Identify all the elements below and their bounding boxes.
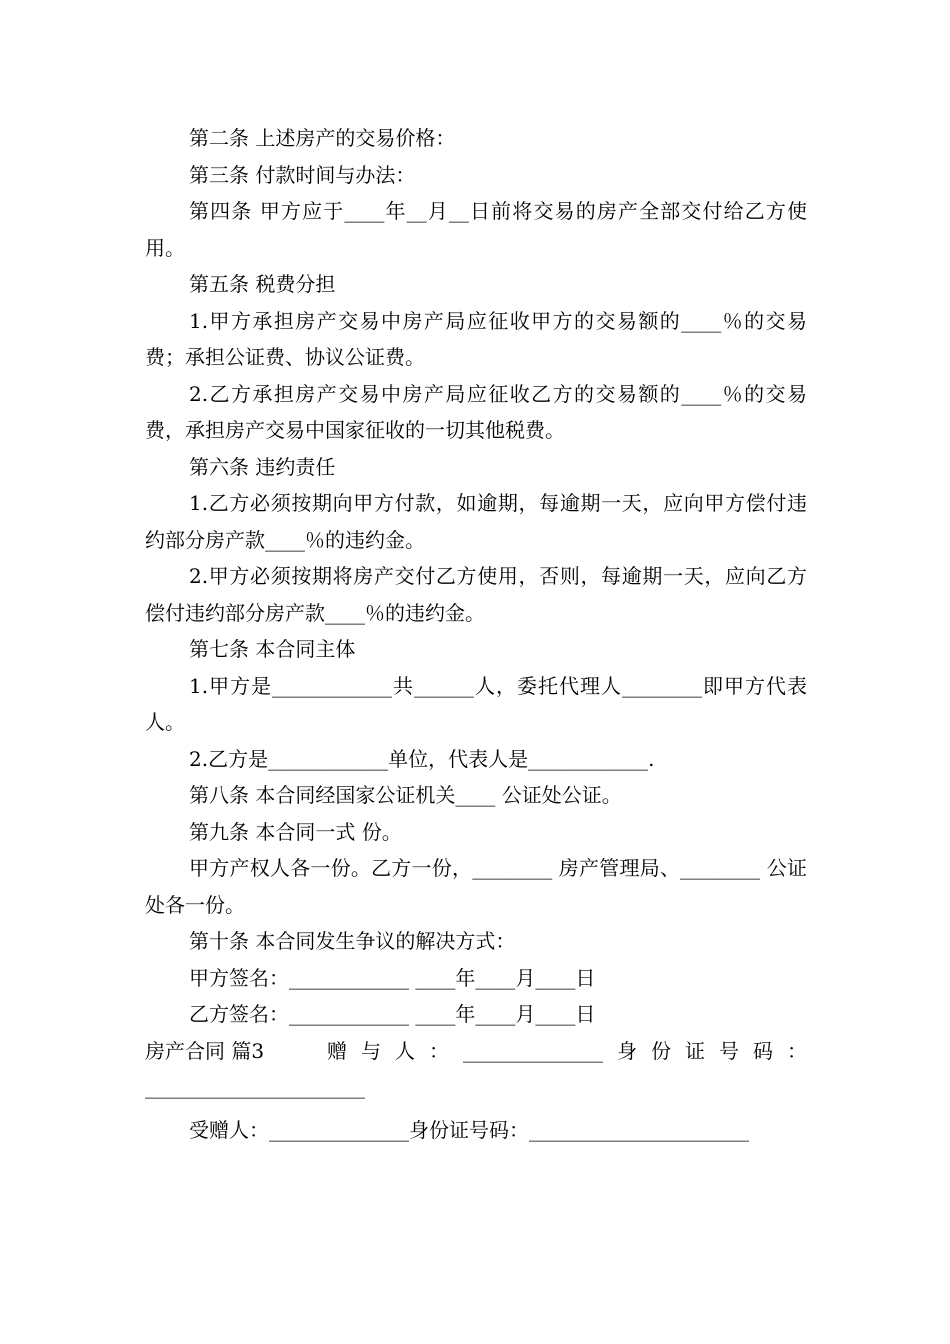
article-8: 第八条 本合同经国家公证机关____ 公证处公证。 [189, 783, 622, 807]
article-10: 第十条 本合同发生争议的解决方式： [189, 929, 516, 953]
party-a-signature-line: 甲方签名：____________ ____年____月____日 [189, 965, 596, 990]
article-5-item-2: 2.乙方承担房产交易中房产局应征收乙方的交易额的____％的交易费，承担房产交易中国家征收的一切其他税费。 [145, 381, 807, 442]
section-title: 房产合同 篇3 [145, 1038, 265, 1063]
contract-body [145, 120, 807, 1148]
article-4: 第四条 甲方应于____年__月__日前将交易的房产全部交付给乙方使用。 [145, 199, 807, 260]
donor-line: 赠与人：______________身份证号码：______________________ [145, 1038, 807, 1099]
article-3: 第三条 付款时间与办法： [189, 162, 416, 187]
article-5-title: 第五条 税费分担 [189, 272, 336, 296]
article-6-item-2: 2.甲方必须按期将房产交付乙方使用，否则，每逾期一天，应向乙方偿付违约部分房产款____％的违约金。 [145, 564, 807, 625]
article-7-title: 第七条 本合同主体 [189, 637, 356, 661]
article-2: 第二条 上述房产的交易价格： [189, 126, 456, 150]
article-6-title: 第六条 违约责任 [189, 454, 336, 479]
party-b-signature-line: 乙方签名：____________ ____年____月____日 [189, 1002, 596, 1026]
article-6-item-1: 1.乙方必须按期向甲方付款，如逾期，每逾期一天，应向甲方偿付违约部分房产款____％的违约金。 [145, 491, 807, 552]
article-7-item-1: 1.甲方是____________共______人，委托代理人________即甲方代表人。 [145, 673, 807, 734]
article-9: 第九条 本合同一式 份。 [189, 819, 402, 844]
copies-distribution: 甲方产权人各一份。乙方一份，________ 房产管理局、________ 公证处各一份。 [145, 856, 807, 917]
donee-line: 受赠人：______________身份证号码：______________________ [189, 1117, 749, 1142]
donation-header-line [145, 1033, 807, 1106]
article-5-item-1: 1.甲方承担房产交易中房产局应征收甲方的交易额的____％的交易费；承担公证费、协议公证费。 [145, 308, 807, 369]
article-7-item-2: 2.乙方是____________单位，代表人是____________. [189, 746, 655, 771]
